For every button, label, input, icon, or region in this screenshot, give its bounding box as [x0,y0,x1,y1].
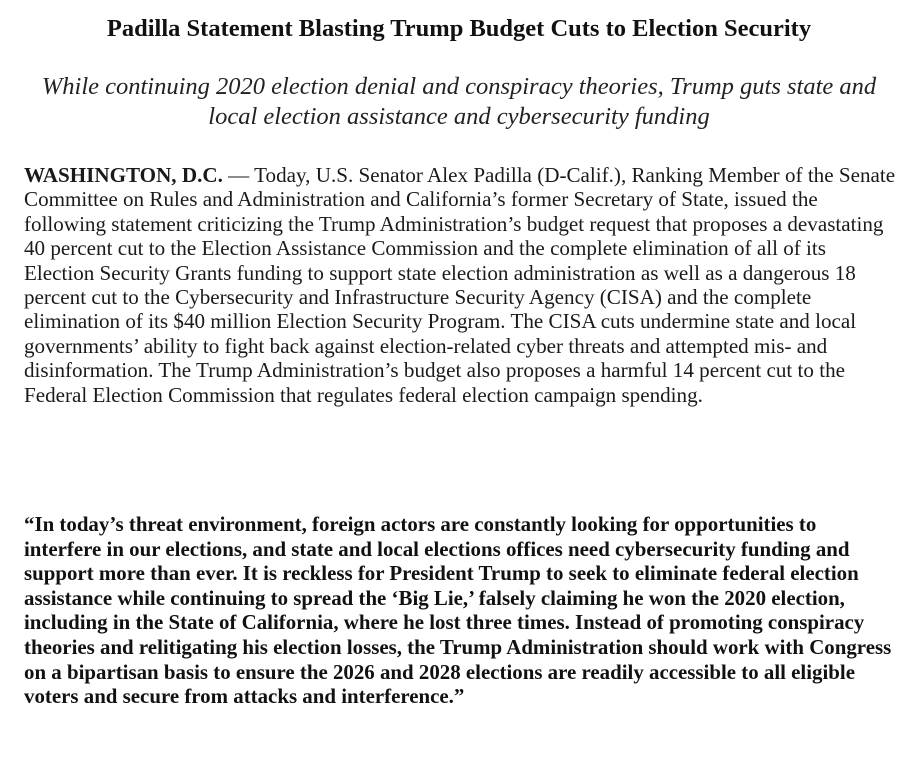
page-subtitle: While continuing 2020 election denial and conspiracy theories, Trump guts state and local election assistance and cybersecurity funding [41,73,877,130]
page-title: Padilla Statement Blasting Trump Budget Cuts to Election Security [106,15,812,42]
body-text: — Today, U.S. Senator Alex Padilla (D-Calif.), Ranking Member of the Senate Committee on Rules and Administration and California’s former Secretary of State, issued the following statement criticizing the Trump Administration’s budget request that proposes a devastating 40 percent cut to the Election Assistance Commission and the complete elimination of all of its Election Security Grants funding to support state election administration as well as a dangerous 18 percent cut to the Cybersecurity and Infrastructure Security Agency (CISA) and the complete elimination of its $40 million Election Security Program. The CISA cuts undermine state and local governments’ ability to fight back against election-related cyber threats and attempted mis- and disinformation. The Trump Administration’s budget also proposes a harmful 14 percent cut to the Federal Election Commission that regulates federal election campaign spending. [24,163,896,407]
body-paragraph [24,163,896,407]
dateline: WASHINGTON, D.C. [24,163,223,187]
statement-quote: “In today’s threat environment, foreign actors are constantly looking for opportunities to interfere in our elections, and state and local elections offices need cybersecurity funding and support more than ever. It is reckless for President Trump to seek to eliminate federal election assistance while continuing to spread the ‘Big Lie,’ falsely claiming he won the 2020 election, including in the State of California, where he lost three times. Instead of promoting conspiracy theories and relitigating his election losses, the Trump Administration should work with Congress on a bipartisan basis to ensure the 2026 and 2028 elections are readily accessible to all eligible voters and secure from attacks and interference.” [24,512,892,709]
